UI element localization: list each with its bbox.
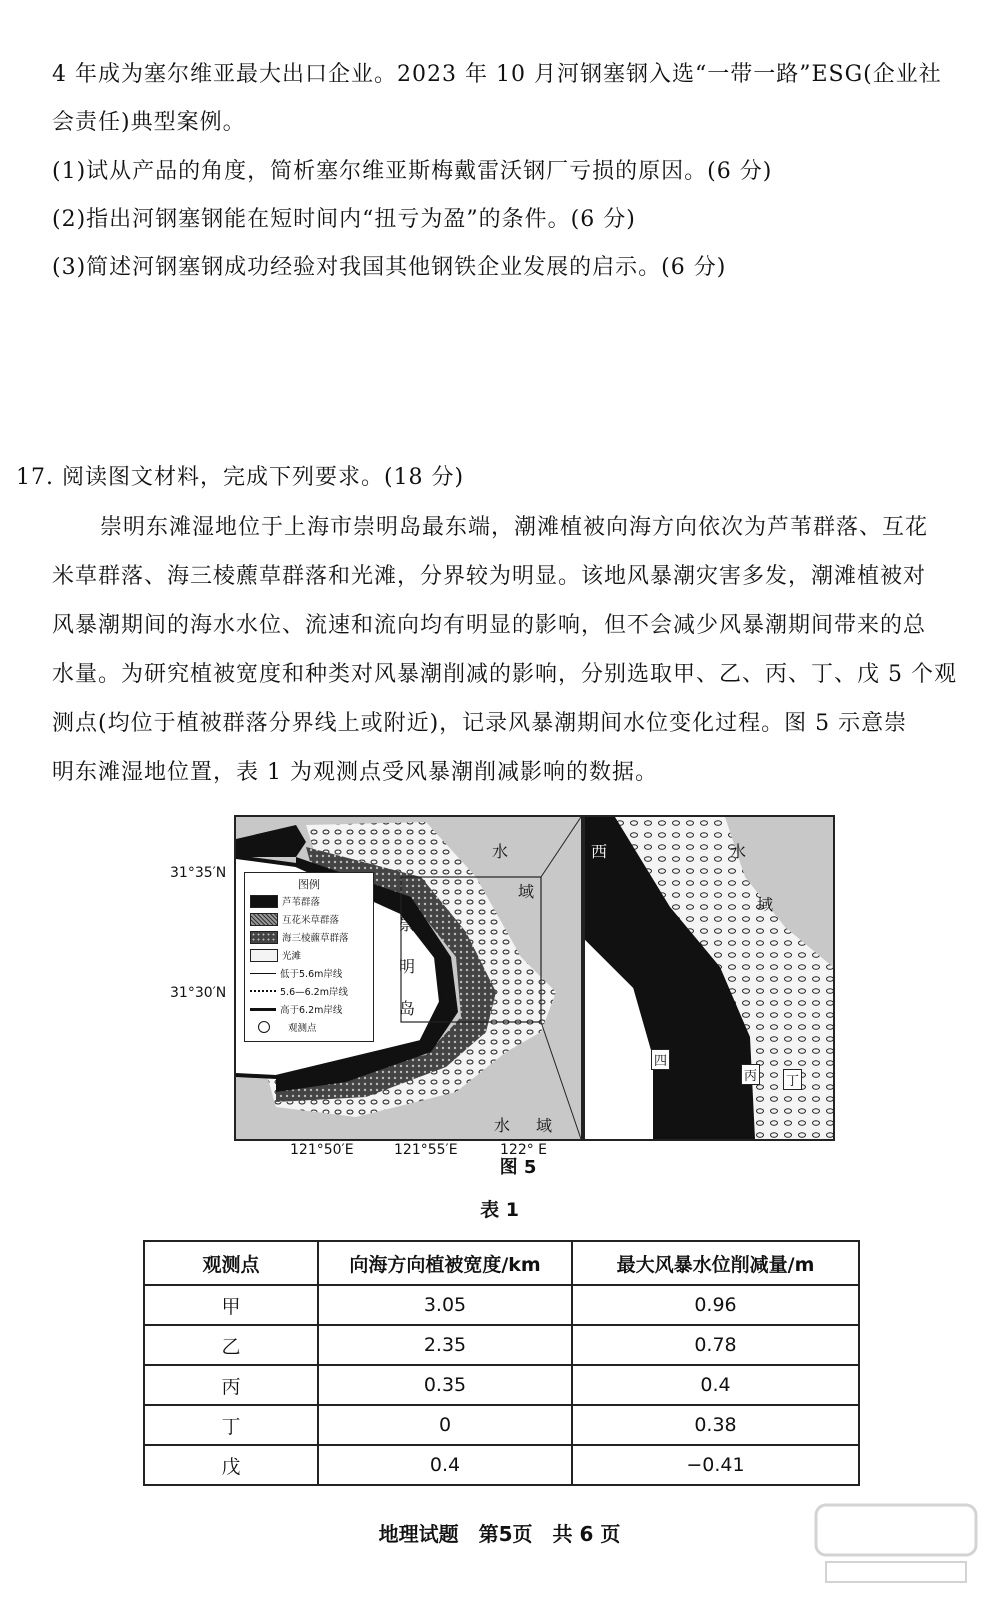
q16-text-line-1: 4 年成为塞尔维亚最大出口企业。2023 年 10 月河钢塞钢入选“一带一路”ESG(企业社: [52, 62, 942, 87]
legend-scirpus: [245, 928, 373, 946]
legend-label: 低于5.6m岸线: [280, 969, 343, 980]
header-width: 向海方向植被宽度/km: [318, 1241, 572, 1285]
table-title: 表 1: [480, 1199, 519, 1221]
header-reduction: 最大风暴水位削减量/m: [572, 1241, 859, 1285]
cell-width: 0.4: [318, 1445, 572, 1485]
observation-point-icon: [258, 1021, 270, 1033]
water-label-top-2: 域: [518, 882, 535, 901]
legend-line: [250, 1008, 276, 1011]
cell-reduction: 0.96: [572, 1285, 859, 1325]
legend-shore-mid: [245, 982, 373, 1000]
lon-label-122: 122° E: [500, 1142, 548, 1158]
table-row: [144, 1365, 859, 1405]
q17-para-line-4: 水量。为研究植被宽度和种类对风暴潮削减的影响，分别选取甲、乙、丙、丁、戊 5 个观: [52, 662, 957, 687]
legend-label: 5.6—6.2m岸线: [280, 987, 348, 998]
legend-reed: [245, 892, 373, 910]
data-table: [143, 1240, 860, 1486]
lat-label-3130: 31°30′N: [170, 985, 227, 1001]
legend-label: 光滩: [282, 951, 302, 962]
legend-label: 海三棱藨草群落: [282, 933, 349, 944]
table-row: [144, 1445, 859, 1485]
inset-map: [583, 815, 835, 1141]
lat-label-3135: 31°35′N: [170, 865, 227, 881]
figure-5: [170, 815, 858, 1185]
inset-label-xi: 西: [591, 839, 607, 862]
legend-swatch: [250, 949, 278, 962]
water-label-bottom-2: 域: [536, 1116, 553, 1135]
legend-line: [250, 990, 276, 992]
q16-subquestion-1: (1)试从产品的角度，简析塞尔维亚斯梅戴雷沃钢厂亏损的原因。(6 分): [52, 159, 773, 184]
inset-water-2: 域: [757, 895, 774, 914]
cell-reduction: 0.78: [572, 1325, 859, 1365]
legend-swatch: [250, 931, 278, 944]
cell-station: 丙: [144, 1365, 318, 1405]
observation-label-ding: 丁: [783, 1069, 802, 1090]
island-name-1: 崇: [399, 915, 416, 934]
cell-width: 0.35: [318, 1365, 572, 1405]
cell-reduction: 0.38: [572, 1405, 859, 1445]
watermark-logo: [811, 1500, 981, 1590]
legend-mudflat: [245, 946, 373, 964]
cell-station: 戊: [144, 1445, 318, 1485]
table-row: [144, 1405, 859, 1445]
legend-shore-low: [245, 964, 373, 982]
water-label-bottom-1: 水: [494, 1116, 511, 1135]
cell-width: 2.35: [318, 1325, 572, 1365]
island-name-2: 明: [399, 957, 416, 976]
legend-observation: [245, 1018, 373, 1036]
lon-label-12155: 121°55′E: [394, 1142, 458, 1158]
table-header-row: [144, 1241, 859, 1285]
legend-label: 观测点: [288, 1023, 317, 1034]
observation-label-bing: 丙: [741, 1064, 760, 1085]
q17-para-line-5: 测点(均位于植被群落分界线上或附近)，记录风暴潮期间水位变化过程。图 5 示意崇: [52, 711, 908, 736]
q16-subquestion-2: (2)指出河钢塞钢能在短时间内“扭亏为盈”的条件。(6 分): [52, 207, 636, 232]
cell-station: 甲: [144, 1285, 318, 1325]
map-legend: [244, 872, 374, 1042]
q17-para-line-6: 明东滩湿地位置，表 1 为观测点受风暴潮削减影响的数据。: [52, 760, 658, 785]
cell-reduction: −0.41: [572, 1445, 859, 1485]
legend-swatch: [250, 895, 278, 908]
lon-label-12150: 121°50′E: [290, 1142, 354, 1158]
figure-caption: 图 5: [499, 1157, 537, 1178]
cell-reduction: 0.4: [572, 1365, 859, 1405]
table-row: [144, 1325, 859, 1365]
cell-station: 丁: [144, 1405, 318, 1445]
q17-para-line-1: 崇明东滩湿地位于上海市崇明岛最东端，潮滩植被向海方向依次为芦苇群落、互花: [100, 515, 929, 540]
cell-station: 乙: [144, 1325, 318, 1365]
cell-width: 0: [318, 1405, 572, 1445]
island-name-3: 岛: [399, 999, 416, 1018]
q17-para-line-2: 米草群落、海三棱藨草群落和光滩，分界较为明显。该地风暴潮灾害多发，潮滩植被对: [52, 564, 927, 589]
q17-para-line-3: 风暴潮期间的海水水位、流速和流向均有明显的影响，但不会减少风暴潮期间带来的总: [52, 613, 927, 638]
legend-line: [250, 973, 276, 974]
q17-heading: 17. 阅读图文材料，完成下列要求。(18 分): [16, 465, 465, 490]
water-label-top-1: 水: [492, 842, 509, 861]
inset-water-1: 水: [730, 842, 747, 861]
legend-label: 芦苇群落: [282, 897, 321, 908]
legend-title: 图例: [298, 878, 320, 891]
observation-label-si: 四: [651, 1049, 670, 1070]
q16-subquestion-3: (3)简述河钢塞钢成功经验对我国其他钢铁企业发展的启示。(6 分): [52, 255, 727, 280]
page-footer: 地理试题 第5页 共 6 页: [378, 1522, 621, 1546]
legend-shore-high: [245, 1000, 373, 1018]
header-station: 观测点: [144, 1241, 318, 1285]
legend-spartina: [245, 910, 373, 928]
legend-swatch: [250, 913, 278, 926]
inset-map-drawing: [585, 817, 833, 1139]
legend-label: 高于6.2m岸线: [280, 1005, 343, 1016]
table-row: [144, 1285, 859, 1325]
q16-text-line-2: 会责任)典型案例。: [52, 110, 246, 135]
cell-width: 3.05: [318, 1285, 572, 1325]
location-map: [234, 815, 583, 1141]
legend-label: 互花米草群落: [282, 915, 340, 926]
